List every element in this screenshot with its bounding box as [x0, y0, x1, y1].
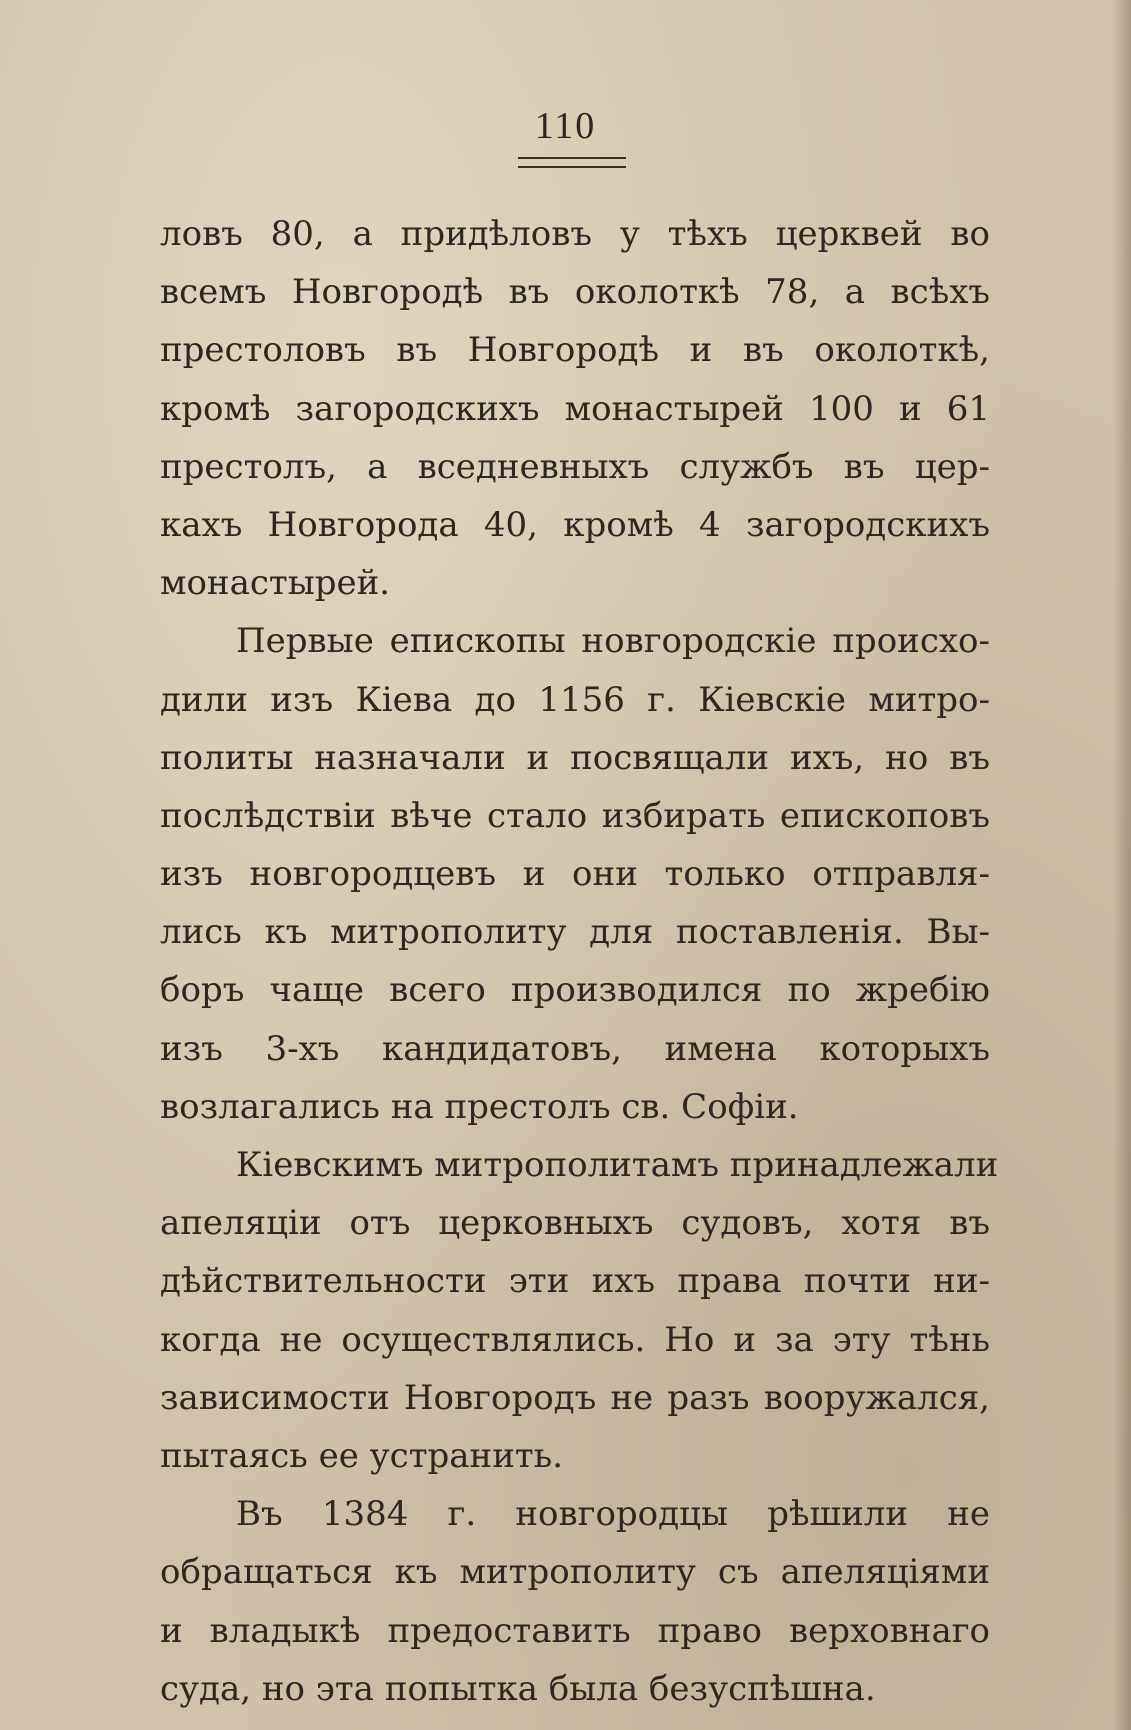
text-line: ловъ 80, а придѣловъ у тѣхъ церквей во: [160, 214, 990, 254]
double-rule-divider: [518, 157, 626, 168]
text-line: когда не осуществлялись. Но и за эту тѣнь: [160, 1319, 990, 1360]
page-number: 110: [534, 105, 597, 147]
text-line: апеляціи отъ церковныхъ судовъ, хотя въ: [160, 1203, 990, 1244]
text-line: всемъ Новгородѣ въ околоткѣ 78, а всѣхъ: [160, 272, 990, 313]
text-line: возлагались на престолъ св. Софіи.: [160, 1086, 799, 1127]
text-line: кахъ Новгорода 40, кромѣ 4 загородскихъ: [160, 504, 990, 545]
text-line: Въ 1384 г. новгородцы рѣшили не: [236, 1494, 990, 1535]
text-line: послѣдствіи вѣче стало избирать епископовъ: [160, 795, 990, 836]
text-line: престолъ, а вседневныхъ службъ въ цер-: [160, 446, 990, 487]
text-line: пытаясь ее устранить.: [160, 1435, 564, 1476]
text-line: и владыкѣ предоставить право верховнаго: [160, 1610, 990, 1651]
text-line: боръ чаще всего производился по жребію: [160, 970, 990, 1011]
body-text: [160, 205, 999, 1718]
text-line: монастырей.: [160, 563, 391, 604]
text-line: дѣйствительности эти ихъ права почти ни-: [160, 1261, 990, 1302]
text-line: Кіевскимъ митрополитамъ принадлежали: [236, 1145, 999, 1185]
page-header: [0, 103, 1131, 149]
text-line: изъ новгородцевъ и они только отправля-: [160, 854, 990, 895]
text-line: обращаться къ митрополиту съ апеляціями: [160, 1552, 990, 1593]
text-line: изъ 3-хъ кандидатовъ, имена которыхъ: [160, 1028, 990, 1069]
text-line: дили изъ Кіева до 1156 г. Кіевскіе митро-: [160, 679, 990, 720]
text-line: престоловъ въ Новгородѣ и въ околоткѣ,: [160, 330, 990, 371]
text-line: суда, но эта попытка была безуспѣшна.: [160, 1668, 876, 1709]
text-line: Первые епископы новгородскіе происхо-: [236, 621, 990, 662]
page-edge-shadow: [1113, 0, 1131, 1730]
text-line: кромѣ загородскихъ монастырей 100 и 61: [160, 388, 990, 429]
text-line: зависимости Новгородъ не разъ вооружался,: [160, 1377, 990, 1418]
text-line: лись къ митрополиту для поставленія. Вы-: [160, 912, 990, 953]
text-line: политы назначали и посвящали ихъ, но въ: [160, 737, 990, 778]
